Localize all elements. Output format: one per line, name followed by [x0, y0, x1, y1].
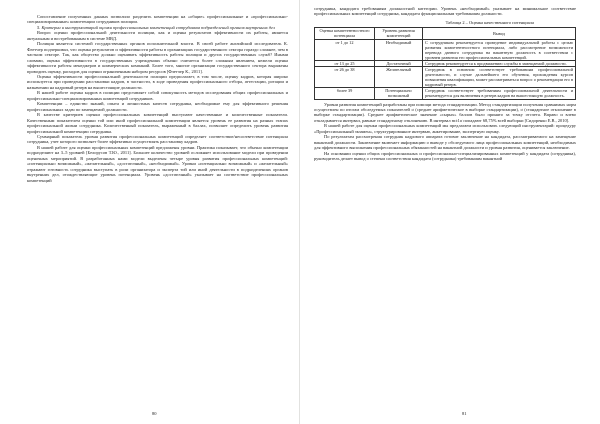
paragraph: Суммарный показатель уровня развития профессиональных компетенций определяет соответствие/несоответствие потенциала сотрудника, учет которого позволяет более эффективно осуществлять расстановку кадров.	[27, 133, 288, 145]
table-cell-score: от 13 до 25	[315, 60, 375, 66]
table-row	[315, 39, 576, 60]
assessment-table	[314, 27, 576, 99]
paragraph: В нашей работе для оценки профессиональных компетенций мы предлагаем использовать следующий инструментарий: процедуру «Профессиональный экзамен», структурированное интервью, анкетирование, экспертную оценку.	[314, 123, 576, 134]
paragraph: В нашей работе оценка кадров в полиции представляет собой совокупность методов исследования общих профессиональных и профессионально-специализированных компетенций сотрудников.	[27, 90, 288, 101]
table-row	[315, 88, 576, 99]
table-cell-level: Желательный	[375, 67, 423, 88]
paragraph: В качестве критериев оценки профессиональных компетенций выступают качественные и количественные показатели. Качественным показателем оценки той или иной профессиональной компетенции является уровень ее развития на разных этапах профессиональной жизни сотрудника. Количественный показатель, выраженный в баллах, позволяет определить уровень развития профессиональной компетенции сотрудника.	[27, 112, 288, 134]
table-cell-level: Необходимый	[375, 39, 423, 60]
paragraph: Сопоставление полученных данных позволило разделить компетенции на «общие» профессиональные и «профессионально-специализированные» компетенции сотрудников полиции.	[27, 14, 288, 25]
column-header: Оценка компетентностного потенциала	[315, 28, 375, 39]
page-number: 81	[462, 411, 467, 416]
paragraph: Полиция является системой государственных органов исполнительной власти. В своей работе английский исследователь К. Флетчер подчеркивал, что оценка результатов и эффективности работы в организациях государственного сектора гораздо сложнее, чем в частном секторе. Так, как общество должно оценивать эффективность работы полиции и других государственных служб? Иными словами, оценка эффективности в государственных учреждениях обычно считается более сложным явлением, нежели оценка эффективности работы менеджеров и коммерческих компаний. Более того, многие организации государственного сектора выражены проводить оценку, расходов для оценки ограниченным набором ресурсов [Флетчер К., 2011].	[27, 41, 288, 74]
paragraph: Уровни развития компетенций разработаны при помощи метода стандартизации. Метод стандартизации получения сравнимых норм осуществлен по итогам обследуемых показателей σ (среднее арифметическое в выборке стандартизации), σ (стандартное отклонение в выборке стандартизации). Среднее арифметическое значение «сырых» баллов было принято за точку отсчета. Вправо и влево откладывается интервал, равные стандартному отклонению. В интервал m±1σ попадают 68,75% всей выборки [Сидоренко Е.В., 2010].	[314, 101, 576, 123]
table-caption: Таблица 2 – Оценка качественного потенциала	[445, 19, 534, 25]
column-header: Вывод	[423, 28, 576, 39]
table-row	[315, 60, 576, 66]
paragraph: сотрудника, кандидата требованиям должностной категории. Уровень «необходимый» указывает на минимальное соответствие профессиональных компетенций сотрудника, кандидата функциональным требованиям должности.	[314, 6, 576, 17]
paragraph: Оценка эффективности профессиональной деятельности полиции предполагает, в том числе, оценку кадров, которая широко используется при проведении расстановки кадров, в частности, в ходе проведения профессионального отбора, аттестации, ротации и назначении на кадровый резерв на вышестоящие должности.	[27, 73, 288, 90]
table-cell-level: Потенциально возможный	[375, 88, 423, 99]
table-cell-score: от 26 до 38	[315, 67, 375, 88]
paragraph: По результатам рассмотрения сотрудник кадрового аппарата готовит заключение на кандидата, рассматриваемого на замещение вакантной должности. Заключение включает информацию о выводе у обследуемого лица профессиональных компетенций, необходимых для эффективного выполнения профессиональных обязанностей на вакантной должности и уровня развития, оценивается заключение.	[314, 134, 576, 151]
page-number: 80	[152, 411, 157, 416]
table-cell-score: от 1 до 12	[315, 39, 375, 60]
table-cell-score: более 39	[315, 88, 375, 99]
paragraph: В нашей работе для оценки профессиональных компетенций предложены уровни. Практика показывает, что обычно компетенции подразделяют на 3–5 уровней [Белорусов Т.Ю., 2011]. Большее количество уровней осложняет использование модели при проведении оценочных мероприятий. В разработанных нами модели выделены четыре уровня развития профессиональных компетенций: «потенциально возможный», «желательный», «достаточный», «необходимый». Уровни «потенциально возможный» и «желательный» отражают готовность сотрудника выступать в роли организатора и эксперта той или иной деятельности в подразделениях органов внутренних дел, отождествляющие уровень потенциала. Уровень «достаточный» указывает на соответствие профессиональных компетенций	[27, 144, 288, 183]
column-header: Уровень развития компетенций	[375, 28, 423, 39]
table-cell-conclusion: Сотрудник соответствует требованиям профессиональной деятельности и рекомендуется для включения в резерв кадров на вышестоящую должность.	[423, 88, 576, 99]
table-cell-conclusion: Сотрудник в основном соответствует требованиям профессиональной деятельности, и случае дальнейшего его обучения, прохождения курсов повышения квалификации, может рассматриваться вопрос о рекомендации его в кадровый резерв.	[423, 67, 576, 88]
paragraph: Вопрос оценки профессиональной деятельности полиции, как и оценка результатов эффективности их работы, является актуальным и востребованным в системе МВД.	[27, 30, 288, 41]
paragraph: Компетенции – единство знаний, опыта и личностных качеств сотрудника, необходимые ему для эффективного решения профессиональных задач по замещаемой должности.	[27, 101, 288, 112]
table-cell-level: Достаточный	[375, 60, 423, 66]
section-heading: 5. Критерии и инструментарий оценки профессиональных компетенций сотрудников подразделений органов внутренних дел	[37, 24, 275, 30]
paragraph: На основании оценки общих профессиональных и профессионально-специализированных компетенций у кандидата (сотрудника), руководитель делает вывод о степени соответствия кандидата (сотрудника) требованиям вакантной	[314, 150, 576, 162]
table-cell-conclusion: Сотрудник рекомендуется к продвижению службы в замещаемой должности.	[423, 60, 576, 66]
table-cell-conclusion: С сотрудником рекомендуется проведение индивидуальной работы с целью развития компетентностного потенциала, либо рассмотрение возможности перевода данного сотрудника на вакантную должность в соответствии с уровнем развития его профессиональных компетенций.	[423, 39, 576, 60]
right-page	[300, 0, 600, 424]
table-header-row	[315, 28, 576, 39]
table-row	[315, 67, 576, 88]
